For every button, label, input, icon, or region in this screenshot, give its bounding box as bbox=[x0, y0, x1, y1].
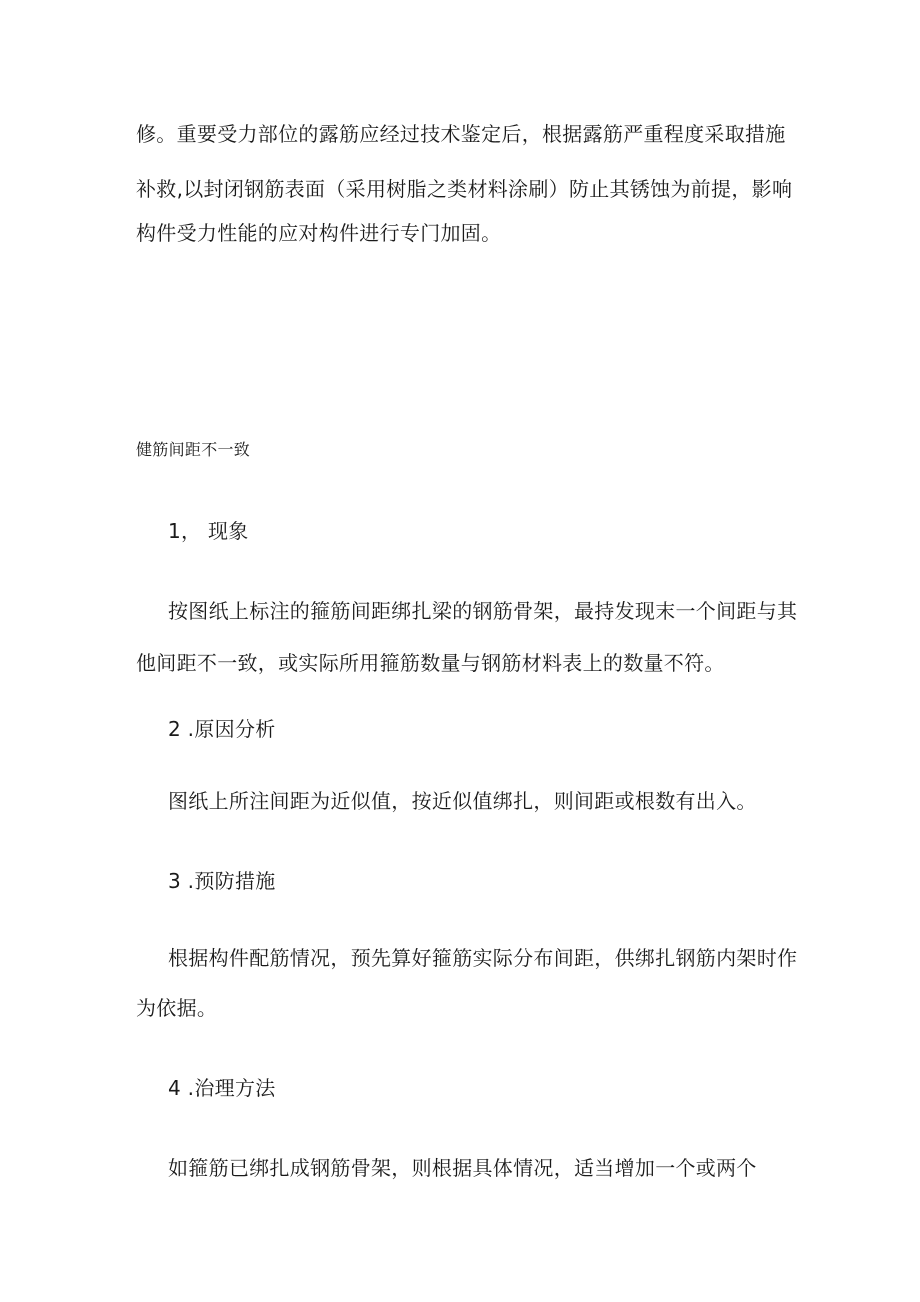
item-1-heading: 1， 现象 bbox=[168, 519, 249, 543]
item-4-heading: 4 .治理方法 bbox=[168, 1076, 276, 1100]
item-3-body-line-1: 根据构件配筋情况，预先算好箍筋实际分布间距，供绑扎钢筋内架时作 bbox=[168, 946, 798, 970]
item-2-heading: 2 .原因分析 bbox=[168, 717, 276, 741]
item-3-body-line-2: 为依据。 bbox=[136, 996, 218, 1020]
intro-line-2: 补救,以封闭钢筋表面（采用树脂之类材料涂刷）防止其锈蚀为前提，影响 bbox=[136, 177, 793, 201]
item-3-heading: 3 .预防措施 bbox=[168, 869, 276, 893]
item-1-body-line-1: 按图纸上标注的箍筋间距绑扎梁的钢筋骨架，最持发现末一个间距与其 bbox=[168, 599, 798, 623]
item-4-body-line-1: 如箍筋已绑扎成钢筋骨架，则根据具体情况，适当增加一个或两个 bbox=[168, 1156, 757, 1180]
section-title: 健筋间距不一致 bbox=[136, 440, 251, 459]
intro-line-3: 构件受力性能的应对构件进行专门加固。 bbox=[136, 221, 502, 245]
item-1-body-line-2: 他间距不一致，或实际所用箍筋数量与钢筋材料表上的数量不符。 bbox=[136, 651, 725, 675]
item-2-body-line-1: 图纸上所注间距为近似值，按近似值绑扎，则间距或根数有出入。 bbox=[168, 789, 757, 813]
intro-line-1: 修。重要受力部位的露筋应经过技术鉴定后，根据露筋严重程度采取措施 bbox=[136, 122, 786, 146]
